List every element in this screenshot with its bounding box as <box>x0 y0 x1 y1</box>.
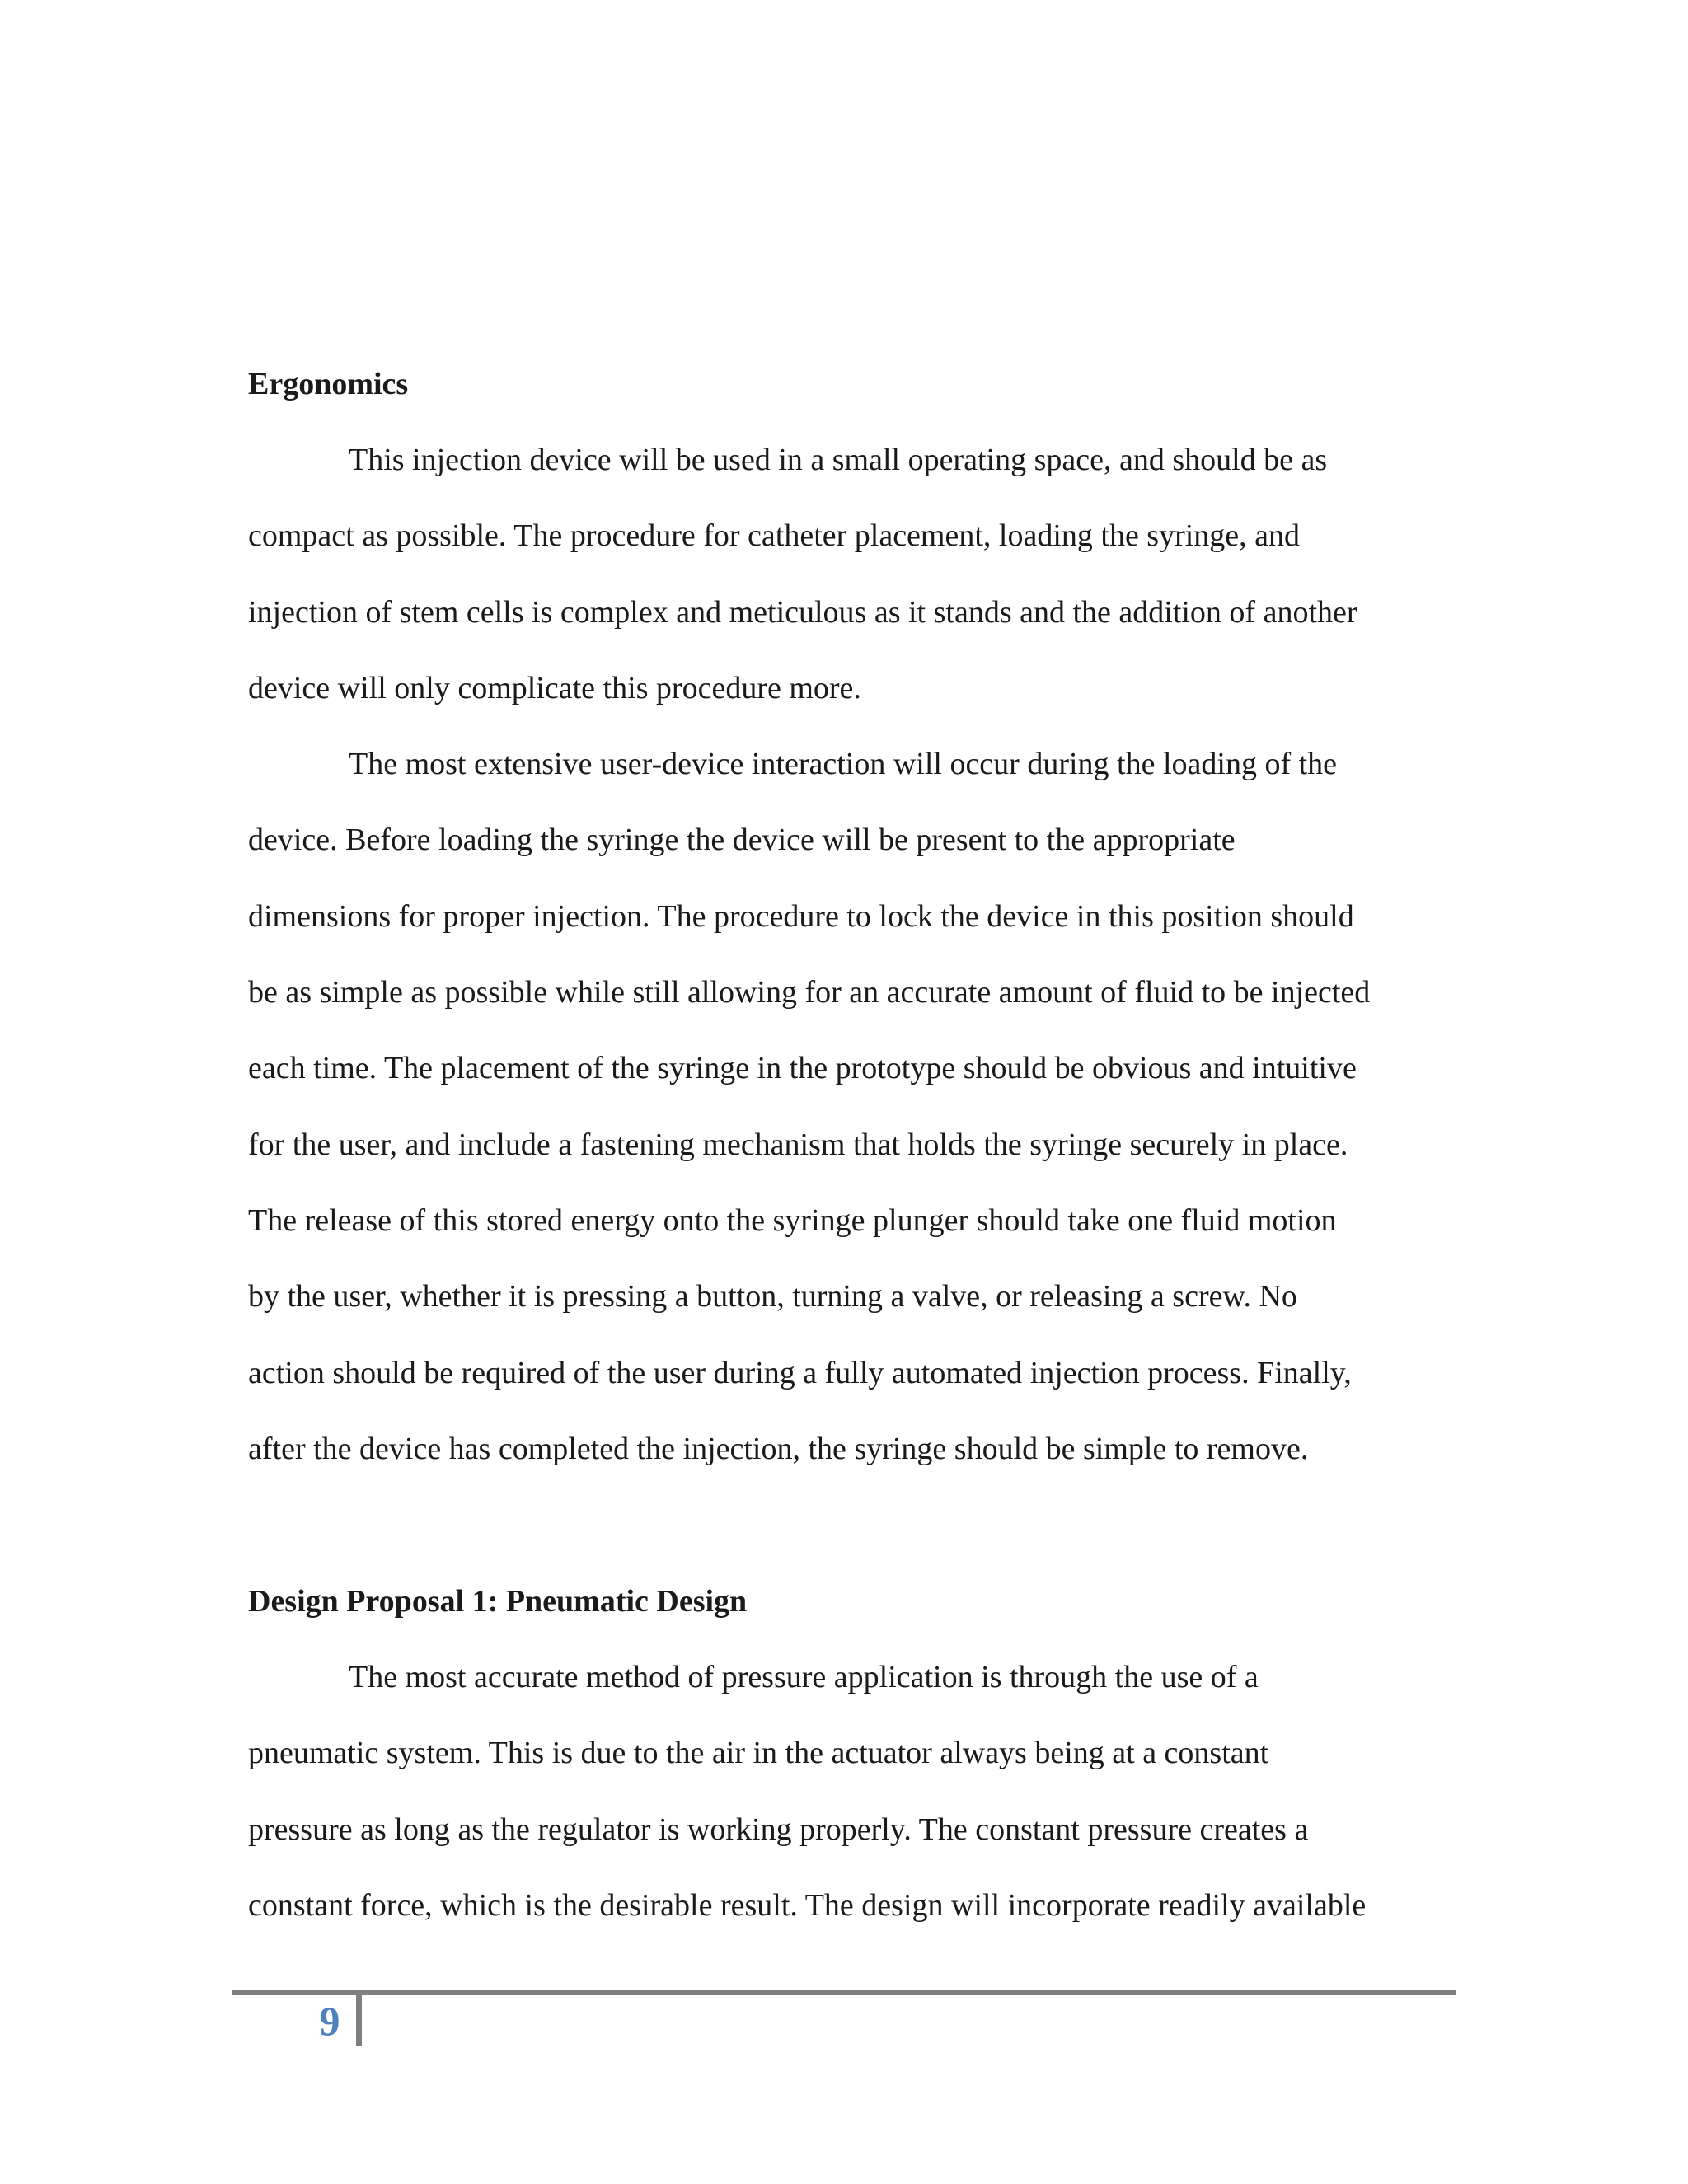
text-line: This injection device will be used in a small operating space, and should be as <box>349 443 1328 477</box>
text-line: compact as possible. The procedure for catheter placement, loading the syringe, and <box>248 518 1301 554</box>
text-line: dimensions for proper injection. The procedure to lock the device in this position should <box>248 898 1354 934</box>
page-number: 9 <box>319 1998 340 2044</box>
footer-rule <box>232 1990 1456 1995</box>
text-line: each time. The placement of the syringe in the prototype should be obvious and intuitive <box>248 1051 1357 1086</box>
paragraph-ergonomics-1 <box>248 422 1443 726</box>
text-line: device will only complicate this procedure more. <box>248 670 861 705</box>
footer-divider <box>356 1995 362 2046</box>
paragraph-design-proposal-1 <box>248 1639 1443 1943</box>
text-line: action should be required of the user during a fully automated injection process. Finally, <box>248 1355 1352 1390</box>
text-line: pressure as long as the regulator is working properly. The constant pressure creates a <box>248 1811 1309 1847</box>
section-spacer <box>248 1487 1443 1563</box>
page-content <box>248 346 1443 1943</box>
text-line: injection of stem cells is complex and meticulous as it stands and the addition of another <box>248 594 1357 630</box>
text-line: The most extensive user-device interaction will occur during the loading of the <box>349 747 1338 782</box>
text-line: The most accurate method of pressure application is through the use of a <box>349 1660 1259 1695</box>
text-line: device. Before loading the syringe the device will be present to the appropriate <box>248 823 1236 858</box>
text-line: constant force, which is the desirable result. The design will incorporate readily available <box>248 1888 1367 1924</box>
text-line: The release of this stored energy onto the syringe plunger should take one fluid motion <box>248 1202 1337 1238</box>
paragraph-ergonomics-2 <box>248 726 1443 1487</box>
text-line: be as simple as possible while still allowing for an accurate amount of fluid to be injected <box>248 975 1371 1010</box>
text-line: for the user, and include a fastening mechanism that holds the syringe securely in place. <box>248 1127 1348 1162</box>
section-heading-design-proposal-1: Design Proposal 1: Pneumatic Design <box>248 1584 748 1619</box>
text-line: by the user, whether it is pressing a button, turning a valve, or releasing a screw. No <box>248 1279 1297 1315</box>
text-line: pneumatic system. This is due to the air in the actuator always being at a constant <box>248 1736 1269 1771</box>
text-line: after the device has completed the injection, the syringe should be simple to remove. <box>248 1431 1309 1466</box>
section-heading-ergonomics: Ergonomics <box>248 367 409 401</box>
